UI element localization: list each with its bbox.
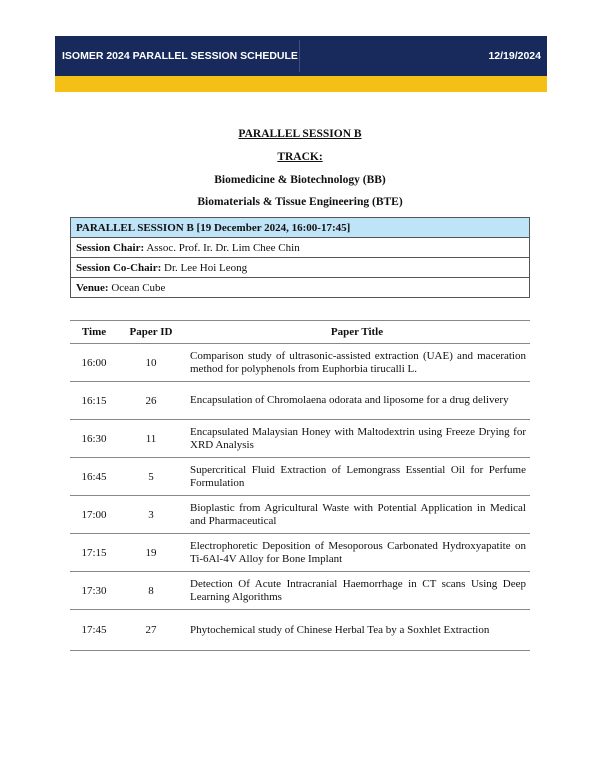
row-paper-title: Bioplastic from Agricultural Waste with Potential Application in Medical and Pharmaceutical — [184, 496, 530, 534]
row-paper-id: 10 — [118, 344, 184, 382]
session-cochair-row — [71, 258, 530, 278]
banner-title: ISOMER 2024 PARALLEL SESSION SCHEDULE — [62, 50, 298, 62]
row-time: 16:30 — [70, 420, 118, 458]
table-row — [70, 458, 530, 496]
row-paper-title: Phytochemical study of Chinese Herbal Tea by a Soxhlet Extraction — [184, 610, 530, 651]
column-header-paper-id: Paper ID — [118, 321, 184, 344]
row-time: 17:45 — [70, 610, 118, 651]
table-row — [70, 382, 530, 420]
row-paper-id: 8 — [118, 572, 184, 610]
venue-label: Venue: — [76, 281, 109, 294]
row-paper-title: Encapsulated Malaysian Honey with Maltodextrin using Freeze Drying for XRD Analysis — [184, 420, 530, 458]
row-paper-id: 19 — [118, 534, 184, 572]
table-row — [70, 534, 530, 572]
banner-date: 12/19/2024 — [488, 50, 541, 62]
row-paper-title: Electrophoretic Deposition of Mesoporous Carbonated Hydroxyapatite on Ti-6Al-4V Alloy for Bone Implant — [184, 534, 530, 572]
row-paper-title: Encapsulation of Chromolaena odorata and liposome for a drug delivery — [184, 382, 530, 420]
session-cochair-value: Dr. Lee Hoi Leong — [164, 261, 248, 274]
row-time: 17:15 — [70, 534, 118, 572]
venue-row — [71, 278, 530, 298]
row-time: 16:00 — [70, 344, 118, 382]
banner-accent-stripe — [55, 76, 547, 92]
column-header-paper-title: Paper Title — [184, 321, 530, 344]
row-paper-title: Detection Of Acute Intracranial Haemorrhage in CT scans Using Deep Learning Algorithms — [184, 572, 530, 610]
row-paper-id: 11 — [118, 420, 184, 458]
track-name-1: Biomedicine & Biotechnology (BB) — [214, 174, 386, 186]
table-row — [70, 420, 530, 458]
row-time: 16:45 — [70, 458, 118, 496]
track-name-2: Biomaterials & Tissue Engineering (BTE) — [197, 196, 403, 208]
venue-value: Ocean Cube — [111, 281, 166, 294]
row-time: 16:15 — [70, 382, 118, 420]
row-paper-title: Supercritical Fluid Extraction of Lemongrass Essential Oil for Perfume Formulation — [184, 458, 530, 496]
row-paper-id: 27 — [118, 610, 184, 651]
column-header-time: Time — [70, 321, 118, 344]
track-heading: TRACK: — [277, 151, 323, 163]
row-time: 17:00 — [70, 496, 118, 534]
session-chair-label: Session Chair: — [76, 241, 145, 254]
banner-divider — [299, 40, 300, 72]
row-paper-id: 26 — [118, 382, 184, 420]
session-heading: PARALLEL SESSION B — [238, 128, 362, 140]
table-row — [70, 572, 530, 610]
session-info-table — [70, 217, 530, 298]
session-chair-value: Assoc. Prof. Ir. Dr. Lim Chee Chin — [146, 241, 300, 254]
schedule-table — [70, 320, 530, 651]
table-row — [70, 496, 530, 534]
row-paper-id: 3 — [118, 496, 184, 534]
row-paper-title: Comparison study of ultrasonic-assisted extraction (UAE) and maceration method for polyphenols from Euphorbia tirucalli L. — [184, 344, 530, 382]
row-paper-id: 5 — [118, 458, 184, 496]
session-cochair-label: Session Co-Chair: — [76, 261, 162, 274]
row-time: 17:30 — [70, 572, 118, 610]
header-banner — [55, 36, 547, 76]
session-chair-row — [71, 238, 530, 258]
session-info-header: PARALLEL SESSION B [19 December 2024, 16:00-17:45] — [71, 218, 530, 238]
table-row — [70, 610, 530, 651]
table-row — [70, 344, 530, 382]
